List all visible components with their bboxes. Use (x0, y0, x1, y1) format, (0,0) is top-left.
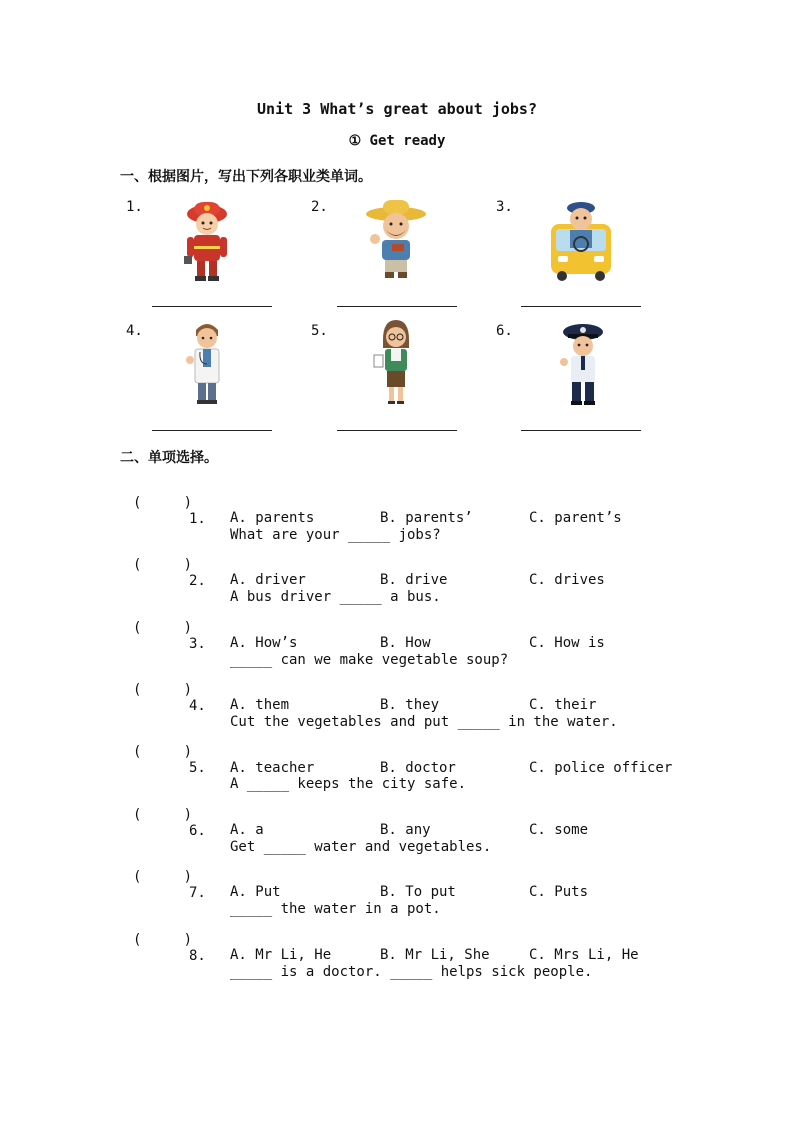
option-a: A. teacher (230, 760, 315, 776)
question-text: A _____ keeps the city safe. (230, 776, 467, 792)
answer-line-4[interactable] (152, 430, 272, 431)
question-text: Cut the vegetables and put _____ in the water. (230, 714, 618, 730)
question-text: A bus driver _____ a bus. (230, 589, 441, 605)
question-number: 7. (189, 885, 206, 901)
question-number: 3. (189, 636, 206, 652)
question-number: 4. (189, 698, 206, 714)
answer-line-5[interactable] (337, 430, 457, 431)
option-b: B. How (380, 635, 431, 651)
option-a: A. a (230, 822, 264, 838)
answer-blank[interactable]: ( ) (133, 682, 193, 698)
item-number: 2. (311, 199, 328, 215)
item-number: 3. (496, 199, 513, 215)
answer-blank[interactable]: ( ) (133, 869, 193, 885)
answer-blank[interactable]: ( ) (133, 620, 193, 636)
question-text: _____ the water in a pot. (230, 901, 441, 917)
answer-line-2[interactable] (337, 306, 457, 307)
page-title: Unit 3 What’s great about jobs? (257, 100, 537, 118)
answer-blank[interactable]: ( ) (133, 495, 193, 511)
option-a: A. them (230, 697, 290, 713)
teacher-icon (361, 318, 431, 408)
question-text: Get _____ water and vegetables. (230, 839, 492, 855)
option-a: A. Mr Li, He (230, 947, 332, 963)
option-a: A. How’s (230, 635, 298, 651)
answer-line-6[interactable] (521, 430, 641, 431)
option-c: C. drives (529, 572, 605, 588)
option-b: B. parents’ (380, 510, 473, 526)
option-b: B. drive (380, 572, 448, 588)
option-c: C. How is (529, 635, 605, 651)
question-text: What are your _____ jobs? (230, 527, 441, 543)
option-c: C. parent’s (529, 510, 622, 526)
option-a: A. Put (230, 884, 281, 900)
question-number: 6. (189, 823, 206, 839)
answer-blank[interactable]: ( ) (133, 807, 193, 823)
question-number: 5. (189, 760, 206, 776)
option-c: C. police officer (529, 760, 673, 776)
option-c: C. Mrs Li, He (529, 947, 639, 963)
question-number: 8. (189, 948, 206, 964)
option-c: C. Puts (529, 884, 589, 900)
firefighter-icon (172, 194, 242, 284)
question-number: 2. (189, 573, 206, 589)
answer-line-1[interactable] (152, 306, 272, 307)
item-number: 6. (496, 323, 513, 339)
option-b: B. they (380, 697, 440, 713)
question-text: _____ is a doctor. _____ helps sick people. (230, 964, 593, 980)
item-number: 5. (311, 323, 328, 339)
answer-blank[interactable]: ( ) (133, 744, 193, 760)
bus-driver-icon (546, 194, 616, 284)
answer-line-3[interactable] (521, 306, 641, 307)
option-b: B. Mr Li, She (380, 947, 490, 963)
farmer-icon (361, 194, 431, 284)
question-text: _____ can we make vegetable soup? (230, 652, 509, 668)
answer-blank[interactable]: ( ) (133, 932, 193, 948)
option-b: B. doctor (380, 760, 456, 776)
police-officer-icon (546, 318, 616, 408)
option-c: C. their (529, 697, 597, 713)
item-number: 1. (126, 199, 143, 215)
option-b: B. To put (380, 884, 456, 900)
option-a: A. driver (230, 572, 306, 588)
section-heading-1: 一、根据图片，写出下列各职业类单词。 (120, 169, 372, 185)
item-number: 4. (126, 323, 143, 339)
option-c: C. some (529, 822, 589, 838)
doctor-icon (172, 318, 242, 408)
section-heading-2: 二、单项选择。 (120, 450, 218, 466)
question-number: 1. (189, 511, 206, 527)
page-subtitle: ① Get ready (348, 133, 446, 149)
option-b: B. any (380, 822, 431, 838)
option-a: A. parents (230, 510, 315, 526)
answer-blank[interactable]: ( ) (133, 557, 193, 573)
